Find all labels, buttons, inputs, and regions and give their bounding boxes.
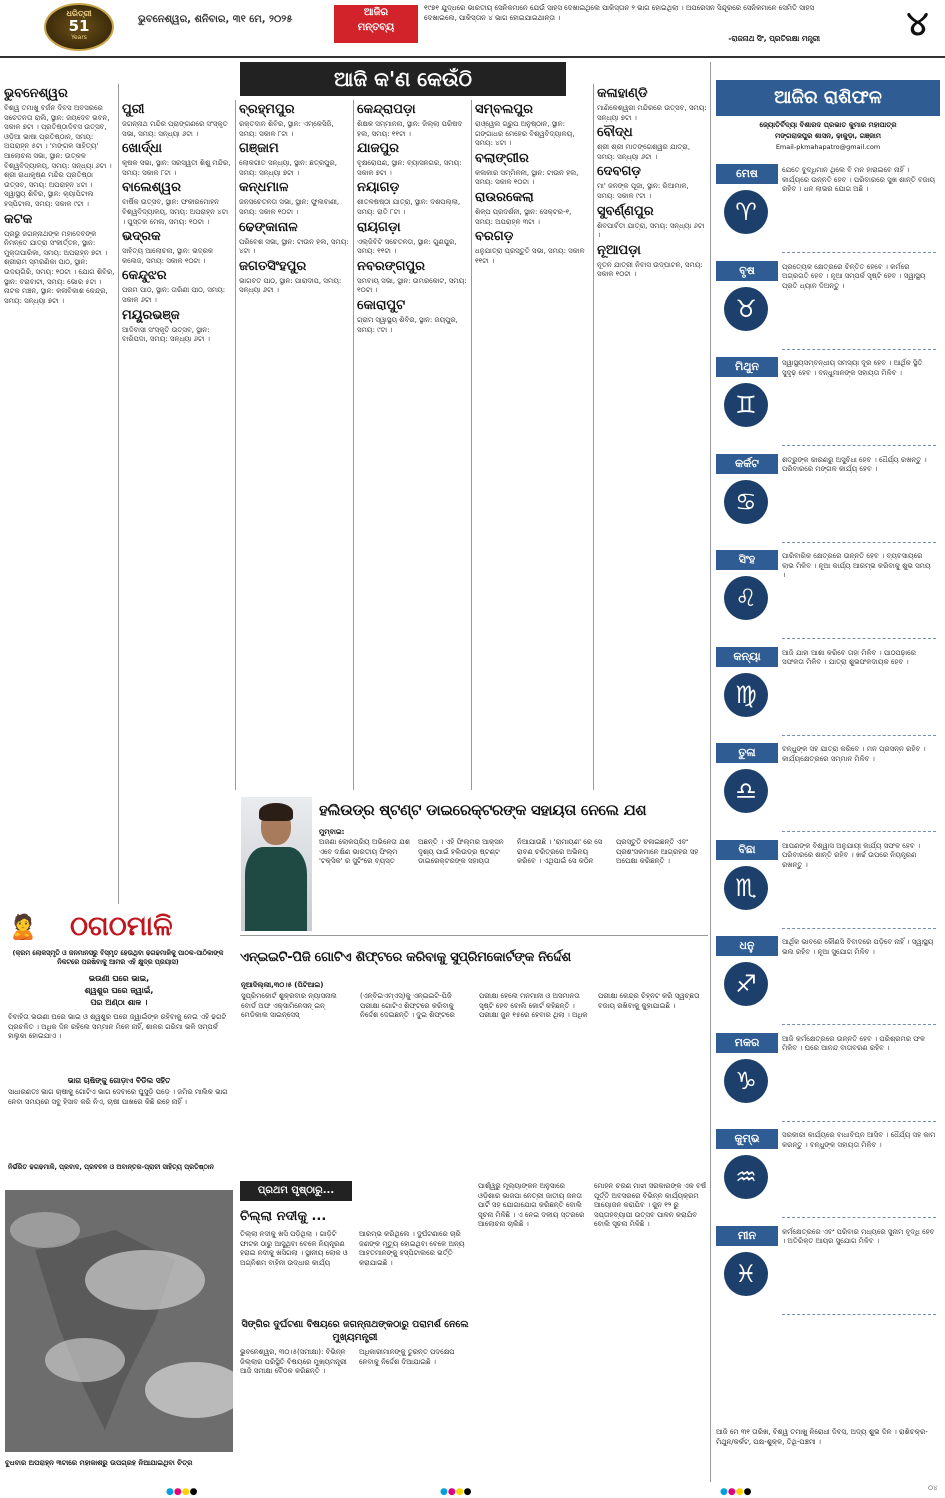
rashi-divider bbox=[782, 252, 936, 253]
event-listing: ଜଗନ୍ନାଥ ମନ୍ଦିର ପ୍ରାଙ୍ଗଣରେ ସଂସ୍କୃତ ସଭା, ସମୟ: ସନ୍ଧ୍ୟା ୬ଟା । bbox=[122, 120, 228, 138]
district-heading: ଭଦ୍ରକ bbox=[122, 229, 161, 245]
rashi-prediction: ଆର୍ଥିକ ଭାବରେ କୌଣସି ବିବାଦରେ ପଡ଼ିବେ ନାହିଁ । ସ୍ୱାସ୍ଥ୍ୟ ଭଲ ରହିବ । ନୂଆ ସୁଯୋଗ ମିଳିବ । bbox=[782, 938, 934, 956]
rashi-entry bbox=[716, 840, 938, 936]
district-heading: ବୌଦ୍ଧ bbox=[597, 125, 633, 141]
rashi-name: ଧନୁ bbox=[716, 936, 778, 956]
prathama-body-2: ଭୁବନେଶ୍ୱର, ୩୦।୫(ସମୀକ୍ଷା): ବିଭିନ୍ନ ଜିଲ୍ଲାର ପରିସ୍ଥିତି ବିଷୟରେ ମୁଖ୍ୟମନ୍ତ୍ରୀ ଆଜି ସମୀକ୍ଷା ବୈଠକ କରିଛନ୍ତି । ଅଧିକାରୀମାନଙ୍କୁ ତୁରନ୍ତ ପଦକ୍ଷେପ ନେବାକୁ ନିର୍ଦ୍ଦେଶ ଦିଆଯାଇଛି । bbox=[240, 1348, 455, 1376]
rashiphala-title: ଆଜିର ରାଶିଫଳ bbox=[774, 87, 882, 108]
yash-photo bbox=[241, 797, 312, 931]
rashi-prediction: ବନ୍ଧୁଙ୍କ ସହ ଯାତ୍ରା କରିବେ । ମନ ପ୍ରସନ୍ନ ରହିବ । କାର୍ଯ୍ୟକ୍ଷେତ୍ରରେ ସମ୍ମାନ ମିଳିବ । bbox=[782, 745, 926, 763]
event-listing: ଧନୁଯାତ୍ରା ପ୍ରସ୍ତୁତି ସଭା, ସମୟ: ସକାଳ ୧୧ଟା । bbox=[475, 247, 585, 265]
weather-caption: ବୁଧବାର ଅପରାହ୍ନ ୩ଟାରେ ମହାକାଶରୁ ଉପଗ୍ରହ ନିଆଯାଇଥିବା ଚିତ୍ର bbox=[5, 1459, 193, 1467]
quote-logo-bottom: ମନ୍ତବ୍ୟ bbox=[357, 22, 395, 33]
rashi-divider bbox=[782, 1121, 936, 1122]
district-heading: ସୁବର୍ଣ୍ଣପୁର bbox=[597, 203, 654, 219]
event-listing: ପ୍ରଭୁ ଜଗନ୍ନାଥଙ୍କ ମହାଦେବଙ୍କ ନିମନ୍ତେ ଯାତ୍ରା ସଂକୀର୍ତ୍ତନ, ସ୍ଥାନ: ମୁକ୍ତାପାରିକା, ସମୟ: ଅପରାହ୍ନ ୭ଟା । ଶ୍ରୀରାମ ସ୍ମରଣିକା ପାଠ, ସ୍ଥାନ: ଉଦୟଗିରି, ସମୟ: ୧୦ଟା । ଯୋଗ ଶିବିର, ସ୍ଥାନ: ବରାବାଟୀ, ସମୟ: ଭୋର ୫ଟା । ନାଟକ ମଞ୍ଚନ, ସ୍ଥାନ: କଳାବିକାଶ କେନ୍ଦ୍ର, ସମୟ: ସନ୍ଧ୍ୟା ୭ଟା । bbox=[4, 229, 115, 305]
rashi-entry bbox=[716, 647, 938, 743]
rashi-entry bbox=[716, 1033, 938, 1129]
zodiac-icon: ♉ bbox=[724, 287, 768, 331]
rashi-divider bbox=[782, 542, 936, 543]
district-heading: ପୁରୀ bbox=[122, 102, 145, 117]
event-listing: ମା' ଜନଙ୍କ ପୂଜା, ସ୍ଥାନ: ରିଆମାଳ, ସମୟ: ସକାଳ ୯ଟା । bbox=[597, 182, 689, 200]
rashi-entry bbox=[716, 936, 938, 1032]
zodiac-icon: ♐ bbox=[724, 962, 768, 1006]
weather-satellite-map bbox=[5, 1190, 233, 1452]
event-listing: ଭାଗବତ ପାଠ, ସ୍ଥାନ: ପାରାଦୀପ, ସମୟ: ସନ୍ଧ୍ୟା ୬ଟା । bbox=[239, 276, 342, 295]
event-listing: ନୂତନ ଯାତ୍ରୀ ନିବାସ ଉଦ୍‌ଘାଟନ, ସମୟ: ସକାଳ ୧୦ଟା । bbox=[597, 260, 703, 279]
district-heading: ଦେବଗଡ଼ bbox=[597, 164, 641, 180]
rashi-name: ତୁଳା bbox=[716, 743, 778, 763]
zodiac-icon: ♍ bbox=[724, 673, 768, 717]
thagamali-sub-body: ସାଧାରଣତଃ ଭାଗ ଚାଷୀକୁ ଗୋଟିଏ ଭାଗ ଦେବାରେ ଘୁସୁଡ଼ି ପଡ଼େ । ଜମିର ମାଲିକ ଭାଗ ନେବା ସମୟରେ ସବୁ ହିସାବ କରି ନିଏ, ଚାଷୀ ପାଖରେ କିଛି ରହେ ନାହିଁ । bbox=[8, 1088, 228, 1106]
thagamali-verse-3: ପର ଅଣ୍ଠା ଶାଳ । bbox=[90, 998, 148, 1007]
rashi-entry bbox=[716, 743, 938, 839]
events-column bbox=[597, 84, 707, 764]
thagamali-title: ଠଗଠମାଳି bbox=[70, 911, 173, 942]
district-heading: ବ୍ରହ୍ମପୁର bbox=[239, 102, 295, 117]
event-listing: ରକ୍ତଦାନ ଶିବିର, ସ୍ଥାନ: ଏମ୍‌କେସିଜି, ସମୟ: ସକାଳ ୮ଟା । bbox=[239, 120, 334, 138]
yash-dateline: ମୁମ୍ବାଇ: bbox=[319, 828, 345, 836]
district-heading: ରାଉରକେଲା bbox=[475, 189, 534, 205]
rashi-entry bbox=[716, 164, 938, 260]
rashi-prediction: ଯେତେ ବୁଦ୍ଧିମାନ ଥିଲେ ବି ମନ ହାରାଇବେ ନାହିଁ । କାର୍ଯ୍ୟରେ ଉନ୍ନତି ହେବ । ପରିବାରରେ ସୁଖ ଶାନ୍ତି ବଜାୟ ରହିବ । ଧନ ଲାଭର ଯୋଗ ଅଛି । bbox=[782, 166, 935, 194]
rashi-divider bbox=[782, 1024, 936, 1025]
event-listing: ପରମ ପାଠ, ସ୍ଥାନ: ତାରିଣୀ ପୀଠ, ସମୟ: ସକାଳ ୬ଟା । bbox=[122, 286, 226, 304]
thagamali-intro: (କ୍ରମ ଲୋକସ୍ମୃତି ଓ ଜନମାନସରୁ ବିସ୍ମୃତ ହେଉଥିବା ଢଗଢମାଳିକୁ ପାଠକ-ପାଠିକାଙ୍କ ନିକଟରେ ପରଷିବାକୁ ଆମର ଏହି କ୍ଷୁଦ୍ର ପ୍ରୟାସ) bbox=[12, 949, 224, 966]
section-rule bbox=[240, 935, 708, 936]
person-jacket bbox=[245, 847, 307, 931]
col-divider bbox=[353, 100, 354, 790]
rashi-divider bbox=[782, 735, 936, 736]
masthead-rule bbox=[0, 56, 945, 58]
thagamali-verse-2: ଶ୍ୱଶୁର ଘରେ ଜ୍ୱାଇଁ, bbox=[84, 986, 154, 995]
event-listing: ବିଶ୍ୱ ତମାଖୁ ବର୍ଜନ ଦିବସ ଅବସରରେ ସଚେତନତା ରାଲି, ସ୍ଥାନ: ଜୟଦେବ ଭବନ, ସକାଳ ୭ଟା । ପ୍ରତିଷ୍ଠାଦିବସ ଉତ୍ସବ, ଓଡ଼ିଆ ଭାଷା ପ୍ରତିଷ୍ଠାନ, ସମୟ: ଅପରାହ୍ନ ୫ଟା । 'ମଙ୍ଗଳ ସାହିତ୍ୟ' ଆଲୋଚନା ସଭା, ସ୍ଥାନ: ଉତ୍କଳ ବିଶ୍ୱବିଦ୍ୟାଳୟ, ସମୟ: ସନ୍ଧ୍ୟା ୬ଟା । ଶ୍ରୀ ରାଧାକୃଷ୍ଣ ମନ୍ଦିର ପ୍ରତିଷ୍ଠା ଉତ୍ସବ, ସମୟ: ଅପରାହ୍ନ ୪ଟା । ସ୍ୱାସ୍ଥ୍ୟ ଶିବିର, ସ୍ଥାନ: କ୍ୟାପିଟାଲ ହସ୍ପିଟାଲ, ସମୟ: ସକାଳ ୯ଟା । bbox=[4, 104, 112, 208]
district-heading: ଢେଙ୍କାନାଳ bbox=[239, 219, 298, 235]
col-divider bbox=[593, 84, 594, 790]
col-divider bbox=[710, 62, 711, 1482]
badge-sub: Years bbox=[71, 34, 87, 41]
prathama-body-4: ମୋହନ ଚରଣ ମାଝୀ ସରକାରଙ୍କ ଏକ ବର୍ଷ ପୂର୍ତ୍ତି ଅବସରରେ ବିଭିନ୍ନ କାର୍ଯ୍ୟକ୍ରମ ଆୟୋଜନ କରାଯିବ । ଜୁନ ୧୨ ରୁ ସପ୍ତାହବ୍ୟାପୀ ଉତ୍ସବ ପାଳନ କରାଯିବ ବୋଲି ସୂଚନା ମିଳିଛି । bbox=[594, 1182, 706, 1229]
district-heading: ବାଲେଶ୍ୱର bbox=[122, 180, 181, 196]
thagamali-credit: ନିର୍ଭରିତ ଢଗଢମାଳି, ପ୍ରବାଦ, ପ୍ରବଚନ ଓ ଅବାନ୍ତର-ପ୍ରାଚୀ ସାହିତ୍ୟ ପ୍ରତିଷ୍ଠାନ bbox=[8, 1163, 214, 1171]
event-listing: ପରିବେଶ ସଭା, ସ୍ଥାନ: ଟାଉନ ହଲ, ସମୟ: ୪ଟା । bbox=[239, 237, 349, 256]
district-heading: କଳାହାଣ୍ଡି bbox=[597, 86, 648, 101]
rashi-name: ମୀନ bbox=[716, 1226, 778, 1246]
event-listing: ଶିକ୍ଷକ ସମ୍ମାନନା, ସ୍ଥାନ: ଜିଲ୍ଲା ପରିଷଦ ହଲ, ସମୟ: ୧୧ଟା । bbox=[357, 120, 463, 138]
cloud-cluster bbox=[85, 1250, 205, 1310]
yash-headline: ହଲିଉଡ୍‌ର ଷ୍ଟଣ୍ଟ ଡାଇରେକ୍ଟରଙ୍କ ସହାୟତା ନେଲେ ଯଶ bbox=[319, 801, 647, 819]
district-heading: ବରଗଡ଼ bbox=[475, 229, 514, 245]
events-column bbox=[239, 100, 349, 780]
event-listing: ରାଓ୍ୱେଲ ଗ୍ରୁପ ଅନୁଷ୍ଠାନ, ସ୍ଥାନ: ଗଙ୍ଗାଧର ମେହେର ବିଶ୍ୱବିଦ୍ୟାଳୟ, ସମୟ: ୪ଟା । bbox=[475, 120, 575, 148]
rashi-entry bbox=[716, 357, 938, 453]
rashi-divider bbox=[782, 928, 936, 929]
badge-years: 51 bbox=[68, 17, 90, 35]
rashi-entry bbox=[716, 1129, 938, 1225]
rashi-prediction: ପ୍ରତ୍ୟେକ କ୍ଷେତ୍ରରେ ଚିନ୍ତିତ ହେବେ । କର୍ମରେ ଅଗ୍ରଗତି ହେବ । ନୂଆ ସମ୍ପର୍କ ସୃଷ୍ଟି ହେବ । ସ୍ୱାସ୍ଥ୍ୟ ପ୍ରତି ଧ୍ୟାନ ଦିଅନ୍ତୁ । bbox=[782, 262, 926, 290]
cloud-cluster bbox=[45, 1338, 125, 1382]
event-listing: ଶୀତଳଷଷ୍ଠୀ ଯାତ୍ରା, ସ୍ଥାନ: ଦଶପଲ୍ଲା, ସମୟ: ରାତି ୮ଟା । bbox=[357, 198, 461, 216]
event-listing: ଶିବପାର୍ବତୀ ଯାତ୍ରା, ସମୟ: ସନ୍ଧ୍ୟା ୬ଟା । bbox=[597, 221, 705, 240]
registration-strip bbox=[0, 1484, 945, 1498]
event-listing: ଗ୍ରାମ ସ୍ୱାସ୍ଥ୍ୟ ଶିବିର, ସ୍ଥାନ: ଜୟପୁର, ସମୟ: ୯ଟା । bbox=[357, 315, 458, 334]
event-listing: ସାହିତ୍ୟ ଆଲୋଚନା, ସ୍ଥାନ: ଭଦ୍ରକ କଲେଜ, ସମୟ: ସକାଳ ୧୦ଟା । bbox=[122, 247, 214, 265]
events-column bbox=[357, 100, 467, 780]
events-column bbox=[122, 100, 232, 780]
zodiac-icon: ♌ bbox=[724, 576, 768, 620]
badge-label: ଧରିତ୍ରୀ bbox=[66, 9, 92, 18]
zodiac-icon: ♓ bbox=[724, 1252, 768, 1296]
neet-headline: ଏନ୍‌ଇଇଟି-ପିଜି ଗୋଟିଏ ଶିଫ୍ଟରେ କରିବାକୁ ସୁପ୍ରିମକୋର୍ଟଙ୍କ ନିର୍ଦ୍ଦେଶ bbox=[240, 950, 571, 965]
event-listing: ବାର୍ଷିକ ଉତ୍ସବ, ସ୍ଥାନ: ଫକୀରମୋହନ ବିଶ୍ୱବିଦ୍ୟାଳୟ, ସମୟ: ଅପରାହ୍ନ ୪ଟା । ପୁସ୍ତକ ମେଳା, ସମୟ: ୧୦ଟା । bbox=[122, 198, 229, 226]
rashi-name: ସିଂହ bbox=[716, 550, 778, 570]
rashi-divider bbox=[782, 1314, 936, 1315]
district-heading: ବଲାଙ୍ଗୀର bbox=[475, 150, 529, 166]
neet-dateline: ନୂଆଦିଲ୍ଲୀ,୩୦।୫ (ପିଟିଆଇ) bbox=[241, 981, 324, 989]
yash-body: ଅଜଣା ଲୋକପ୍ରିୟ ଅଭିନେତା ଯଶ ଏବେ ଦକ୍ଷିଣ ଭାରତୀୟ ଫିଲ୍ମ 'ଟକ୍ସିକ' ର ସୁଟିଂରେ ବ୍ୟସ୍ତ ଅଛନ୍ତି । ଏହି ଫିଲ୍ମର ଆକ୍ସନ ଦୃଶ୍ୟ ପାଇଁ ହଲିଉଡ୍‌ର ଷ୍ଟଣ୍ଟ ଡାଇରେକ୍ଟରଙ୍କ ସହାୟତା ନିଆଯାଉଛି । 'ରାମାୟଣ' ରେ ସେ ରାବଣ ଚରିତ୍ରରେ ଅଭିନୟ କରିବେ । ଏଥିପାଇଁ ସେ କଠିନ ପ୍ରସ୍ତୁତି ଚଳାଇଛନ୍ତି ଏବଂ ପ୍ରଶଂସକମାନେ ଆଗ୍ରହର ସହ ଅପେକ୍ଷା କରିଛନ୍ତି । bbox=[319, 838, 699, 866]
zodiac-icon: ♎ bbox=[724, 769, 768, 813]
zodiac-icon: ♒ bbox=[724, 1155, 768, 1199]
thagamali-box bbox=[6, 905, 232, 1183]
district-heading: ରାୟଗଡ଼ା bbox=[357, 219, 401, 235]
events-column bbox=[475, 100, 589, 780]
cmyk-dots: ●●●● bbox=[440, 1487, 472, 1497]
col-divider bbox=[471, 100, 472, 790]
rashi-divider bbox=[782, 445, 936, 446]
rashi-prediction: ଆପଣଙ୍କ ବିଶ୍ୱାସ ଅନୁଯାୟୀ କାର୍ଯ୍ୟ ସଫଳ ହେବ । ପରିବାରରେ ଶାନ୍ତି ରହିବ । ଖର୍ଚ୍ଚ ଉପରେ ନିୟନ୍ତ୍ରଣ ରଖନ୍ତୁ । bbox=[782, 841, 920, 869]
district-heading: ମୟୂରଭଞ୍ଜ bbox=[122, 307, 180, 323]
rashiphala-astrologer: ଜ୍ୟୋତିର୍ବିଦ୍ୟା ବିଶାରଦ ପ୍ରଭାତ କୁମାର ମହାପାତ୍ର bbox=[759, 121, 897, 129]
rashi-divider bbox=[782, 831, 936, 832]
prathama-headline-1: ଚିଲ୍ଲା ନଦୀକୁ ... bbox=[240, 1209, 327, 1224]
event-listing: ଶ୍ରୀ ଶ୍ରୀ ମାତଙ୍ଗେଶ୍ୱର ଯାତ୍ରା, ସମୟ: ସନ୍ଧ୍ୟା ୬ଟା । bbox=[597, 143, 691, 161]
event-listing: ଆଦିବାସୀ ସଂସ୍କୃତି ଉତ୍ସବ, ସ୍ଥାନ: ବାରିପଦା, ସମୟ: ସନ୍ଧ୍ୟା ୬ଟା । bbox=[122, 325, 210, 344]
rashi-name: କର୍କଟ bbox=[716, 454, 778, 474]
page-number: ୪ bbox=[906, 4, 929, 44]
district-heading: ଯାଜପୁର bbox=[357, 141, 400, 157]
anniversary-badge bbox=[44, 3, 114, 51]
rashiphala-header bbox=[716, 80, 940, 116]
rashi-entry bbox=[716, 454, 938, 550]
rashi-name: କନ୍ୟା bbox=[716, 647, 778, 667]
events-column bbox=[4, 84, 116, 894]
event-listing: ଜନସଚେତନତା ସଭା, ସ୍ଥାନ: ଫୁଲବାଣୀ, ସମୟ: ସକାଳ ୧୦ଟା । bbox=[239, 198, 340, 216]
zodiac-icon: ♏ bbox=[724, 866, 768, 910]
cmyk-dots: ●●●● bbox=[720, 1487, 752, 1497]
rashi-divider bbox=[782, 1217, 936, 1218]
prathama-body-1: ତିଲ୍ଲା ନଦୀକୁ ଖସି ପଡ଼ିଥିଲା । ଗାଡ଼ିଟି ଫାଟକ ଠାରୁ ଆସୁଥିବା ବେଳେ ନିୟନ୍ତ୍ରଣ ହରାଇ ନଦୀକୁ ଖସିଗଲା । ସ୍ଥାନୀୟ ଲୋକ ଓ ଅଗ୍ନିଶମ ବାହିନୀ ଉଦ୍ଧାର କାର୍ଯ୍ୟ ଆରମ୍ଭ କରିଥିଲେ । ଦୁର୍ଘଟଣାରେ ଚାରି ଜଣଙ୍କ ମୃତ୍ୟୁ ହୋଇଥିବା ବେଳେ ଅନ୍ୟ ଆହତମାନଙ୍କୁ ହସ୍ପିଟାଲରେ ଭର୍ତ୍ତି କରାଯାଇଛି । bbox=[240, 1230, 465, 1267]
rashiphala-address: ମଙ୍ଗରାଜପୁର ଶାସନ, ଢ଼ାକୁଡ଼ା, ଗଞ୍ଜାମ bbox=[775, 132, 881, 140]
col-divider bbox=[118, 84, 119, 904]
event-listing: କଳାକାର ସମ୍ମିଳନୀ, ସ୍ଥାନ: ଟାଉନ ହଲ, ସମୟ: ସକାଳ ୧୦ଟା । bbox=[475, 168, 579, 187]
cartoon-icon: 🙎 bbox=[8, 913, 38, 941]
rashi-prediction: ପାରିବାରିକ କ୍ଷେତ୍ରରେ ଉନ୍ନତି ହେବ । ବ୍ୟବସାୟରେ ଲାଭ ମିଳିବ । ନୂଆ କାର୍ଯ୍ୟ ଆରମ୍ଭ କରିବାକୁ ଶୁଭ ସମୟ । bbox=[782, 552, 931, 580]
rashi-prediction: ଆଜି ଯାହା ଆଶା କରିବେ ତାହା ମିଳିବ । ପାଠପଢ଼ାରେ ସଫଳତା ମିଳିବ । ଯାତ୍ରା ଶୁଭଫଳଦାୟକ ହେବ । bbox=[782, 648, 916, 667]
zodiac-icon: ♈ bbox=[724, 190, 768, 234]
thagamali-sub-head: ଭାଗ ଚାଷିଙ୍କୁ ଗୋଡ଼ାଏ ବିଡିଲ ସହିତ bbox=[67, 1076, 171, 1085]
district-heading: କନ୍ଧମାଳ bbox=[239, 180, 289, 196]
zodiac-icon: ♑ bbox=[724, 1059, 768, 1103]
masthead bbox=[0, 0, 945, 58]
quote-logo bbox=[334, 5, 418, 43]
district-heading: ନୂଆପଡ଼ା bbox=[597, 242, 641, 258]
district-heading: ଖୋର୍ଦ୍ଧା bbox=[122, 141, 162, 157]
district-heading: କଟକ bbox=[4, 211, 33, 227]
rashi-prediction: ଶତ୍ରୁଙ୍କ କାରଣରୁ ଅସୁବିଧା ହେବ । ଧୈର୍ଯ୍ୟ ରଖନ୍ତୁ । ପରିବାରରେ ମଙ୍ଗଳ କାର୍ଯ୍ୟ ହେବ । bbox=[782, 455, 927, 474]
rashi-entry bbox=[716, 261, 938, 357]
cmyk-dots: ●●●● bbox=[166, 1487, 198, 1497]
event-listing: କୃଷକ ସଭା, ସ୍ଥାନ: ସରସ୍ୱତୀ ଶିଶୁ ମନ୍ଦିର, ସମୟ: ସକାଳ ୮ଟା । bbox=[122, 159, 231, 177]
rashi-name: ମକର bbox=[716, 1033, 778, 1053]
district-heading: ଭୁବନେଶ୍ୱର bbox=[4, 86, 68, 101]
dateline: ଭୁବନେଶ୍ୱର, ଶନିବାର, ୩୧ ମେ, ୨୦୨୫ bbox=[138, 14, 293, 25]
event-listing: ଲୋକଗୀତ ସନ୍ଧ୍ୟା, ସ୍ଥାନ: ଛତ୍ରପୁର, ସମୟ: ସନ୍ଧ୍ୟା ୭ଟା । bbox=[239, 159, 337, 177]
event-listing: ସମବାୟ ସଭା, ସ୍ଥାନ: ଉମରକୋଟ, ସମୟ: ୧୦ଟା । bbox=[357, 276, 467, 295]
rashi-prediction: କର୍ମକ୍ଷେତ୍ରରେ ଏବଂ ପରିବାର ମଧ୍ୟରେ ସୁନାମ ବୃଦ୍ଧି ହେବ । ଅତିରିକ୍ତ ଆୟର ସୁଯୋଗ ମିଳିବ । bbox=[782, 1227, 935, 1246]
quote-text: ୧୯୭୧ ଯୁଦ୍ଧରେ ଭାରତୀୟ ସେନିକମାନେ ଯେଉଁ ସାହସ ଦେଖାଇଥିଲେ ପାକିସ୍ତାନ ୨ ଭାଗ ହୋଇଥିଲା । ଅପରେସନ ସିନ୍ଦୂରରେ ସେନିକମାନେ ସେମିତି ସାହସ ଦେଖାଇଲେ, ପାକିସ୍ତାନ ୪ ଭାଗ ହୋଇଯାଇଥାନ୍ତା । bbox=[424, 4, 814, 22]
district-heading: ଗଞ୍ଜାମ bbox=[239, 141, 279, 157]
prathama-body-3: ପାର୍ଶ୍ୱରୁ ମୂଲ୍ୟାଙ୍କନ ଅନୁସାରେ ଓଡ଼ିଶାର ଭାଜପା ନେତ୍ରୀ ଜାତୀୟ ଜନତା ପାର୍ଟି ସହ ଯୋଗାଯୋଗ କରିଛନ୍ତି ବୋଲି ସୂଚନା ମିଳିଛି । ଏ ନେଇ ଦଳୀୟ ସ୍ତରରେ ଆଲୋଚନା ଚାଲିଛି । bbox=[478, 1182, 585, 1229]
district-heading: ଜଗତସିଂହପୁର bbox=[239, 258, 307, 274]
thagamali-body: ବିବାହିତା ଭଉଣୀ ଘରେ ଭାଇ ଓ ଶ୍ୱଶୁର ଘରେ ଜ୍ୱାଇଁଙ୍କ ରହିବାକୁ ନେଇ ଏହି ଢଗଟି ପ୍ରଚଳିତ । ଅଧିକ ଦିନ ରହିଲେ ସମ୍ମାନ ମିଳେ ନାହିଁ, ଶାଳର ଗରିମା ଭଳି ସମ୍ପର୍କ ହାଲୁକା ହୋଇଯାଏ । bbox=[8, 1013, 227, 1041]
district-heading: କେନ୍ଦୁଝର bbox=[122, 268, 167, 284]
prathama-label: ପ୍ରଥମ ପୃଷ୍ଠାରୁ... bbox=[240, 1181, 352, 1201]
rashi-divider bbox=[782, 638, 936, 639]
rashi-prediction: ସ୍ୱାସ୍ଥ୍ୟସମ୍ବନ୍ଧୀୟ ସମସ୍ୟା ଦୂର ହେବ । ଆର୍ଥିକ ସ୍ଥିତି ସୁଦୃଢ଼ ହେବ । ବନ୍ଧୁମାନଙ୍କ ସହାୟତା ମିଳିବ । bbox=[782, 359, 923, 377]
district-heading: କୋରାପୁଟ bbox=[357, 297, 406, 313]
events-banner bbox=[240, 62, 566, 96]
district-heading: ନୟାଗଡ଼ bbox=[357, 180, 400, 196]
rashi-prediction: ଆଜି କର୍ମକ୍ଷେତ୍ରରେ ଉନ୍ନତି ହେବ । ପରିଶ୍ରମର ଫଳ ମିଳିବ । ଘରେ ଆନନ୍ଦ ବାତାବରଣ ରହିବ । bbox=[782, 1034, 925, 1053]
rashi-prediction: ସରକାରୀ କାର୍ଯ୍ୟରେ ବାଧାବିଘ୍ନ ଆସିବ । ଧୈର୍ଯ୍ୟ ସହ କାମ କରନ୍ତୁ । ବନ୍ଧୁଙ୍କ ସହାୟତା ମିଳିବ । bbox=[782, 1131, 936, 1149]
cloud-cluster bbox=[10, 1212, 80, 1248]
col-divider bbox=[235, 100, 236, 790]
rashi-entry bbox=[716, 550, 938, 646]
rashi-divider bbox=[782, 349, 936, 350]
zodiac-icon: ♋ bbox=[724, 480, 768, 524]
event-listing: ବୃକ୍ଷରୋପଣ, ସ୍ଥାନ: ବ୍ୟାସନଗର, ସମୟ: ସକାଳ ୭ଟା । bbox=[357, 159, 462, 177]
district-heading: କେନ୍ଦ୍ରାପଡ଼ା bbox=[357, 102, 416, 117]
rashi-name: ବିଛା bbox=[716, 840, 778, 860]
person-hair bbox=[259, 803, 293, 821]
rashi-entry bbox=[716, 1226, 938, 1322]
quote-logo-top: ଆଜିର bbox=[363, 7, 389, 18]
zodiac-icon: ♊ bbox=[724, 383, 768, 427]
map-clouds bbox=[5, 1190, 233, 1452]
district-heading: ସମ୍ବଲପୁର bbox=[475, 102, 533, 117]
rashiphala-email: Email-pkmahapatro@gmail.com bbox=[775, 143, 881, 151]
neet-body: ସୁପ୍ରିମକୋର୍ଟ ଶୁକ୍ରବାର ନ୍ୟାସନାଲ ବୋର୍ଡ ଅଫ ଏକ୍ସାମିନେସନ୍ ଇନ୍ ମେଡିକାଲ ସାଇନ୍ସେସ୍ (ଏନ୍‌ବିଇଏମ୍‌ଏସ୍)କୁ ଏନ୍‌ଇଇଟି-ପିଜି ପରୀକ୍ଷା ଗୋଟିଏ ଶିଫ୍ଟରେ କରିବାକୁ ନିର୍ଦ୍ଦେଶ ଦେଇଛନ୍ତି । ଦୁଇ ଶିଫ୍ଟରେ ପରୀକ୍ଷା ହେଲେ ମନମାନୀ ଓ ଅସମାନତା ସୃଷ୍ଟି ହେବ ବୋଲି କୋର୍ଟ କହିଛନ୍ତି । ପରୀକ୍ଷା ଜୁନ ୧୫ରେ ହେବାର ଥିଲା । ଅଧିକ ପରୀକ୍ଷା କେନ୍ଦ୍ର ଚିହ୍ନଟ କରି ସ୍ୱଚ୍ଛତା ବଜାୟ ରଖିବାକୁ କୁହାଯାଇଛି । bbox=[241, 992, 700, 1020]
quote-author: -ରାଜନାଥ ସିଂ, ପ୍ରତିରକ୍ଷା ମନ୍ତ୍ରୀ bbox=[728, 34, 820, 43]
page-tag: ୦୪ bbox=[928, 1484, 938, 1492]
event-listing: ଏଲ୍‌ଜିବିଟି ସଚେତନତା, ସ୍ଥାନ: ଗୁଣପୁର, ସମୟ: ୧୧ଟା । bbox=[357, 237, 457, 256]
rashi-name: ବୃଷ bbox=[716, 261, 778, 281]
thagamali-verse-1: ଭଉଣୀ ଘରେ ଭାଇ, bbox=[88, 974, 150, 983]
rashi-name: ମେଷ bbox=[716, 164, 778, 184]
event-listing: ଶିଳ୍ପ ପ୍ରଦର୍ଶନୀ, ସ୍ଥାନ: ସେକ୍ଟର-୧, ସମୟ: ଅପରାହ୍ନ ୩ଟା । bbox=[475, 207, 572, 226]
rashi-name: କୁମ୍ଭ bbox=[716, 1129, 778, 1149]
district-heading: ନବରଙ୍ଗପୁର bbox=[357, 258, 426, 274]
prathama-headline-2: ସିଙ୍ଗିର ଦୁର୍ଘଟଣା ବିଷୟରେ ଜଗନ୍ନାଥଙ୍କଠାରୁ ପରାମର୍ଶ ନେଲେ ମୁଖ୍ୟମନ୍ତ୍ରୀ bbox=[241, 1319, 469, 1343]
events-title: ଆଜି କ'ଣ କେଉଁଠି bbox=[334, 67, 472, 91]
event-listing: ମାଣିକେଶ୍ୱରୀ ମନ୍ଦିରରେ ଉତ୍ସବ, ସମୟ: ସନ୍ଧ୍ୟା ୭ଟା । bbox=[597, 104, 707, 122]
rashi-name: ମିଥୁନ bbox=[716, 357, 778, 377]
rashiphala-footer: ଆଜି ମେ ୩୧ ତାରିଖ, ବିଶ୍ୱ ତମାଖୁ ନିରୋଧୀ ଦିବସ, ଅଦ୍ୟ ଶୁଭ ଦିନ । ରାଶିଚକ୍ର-ମିଥୁନ/କର୍କଟ, ପକ୍ଷ-ଶୁକ୍ଳ, ତିଥି-ପଞ୍ଚମୀ । bbox=[716, 1428, 928, 1446]
